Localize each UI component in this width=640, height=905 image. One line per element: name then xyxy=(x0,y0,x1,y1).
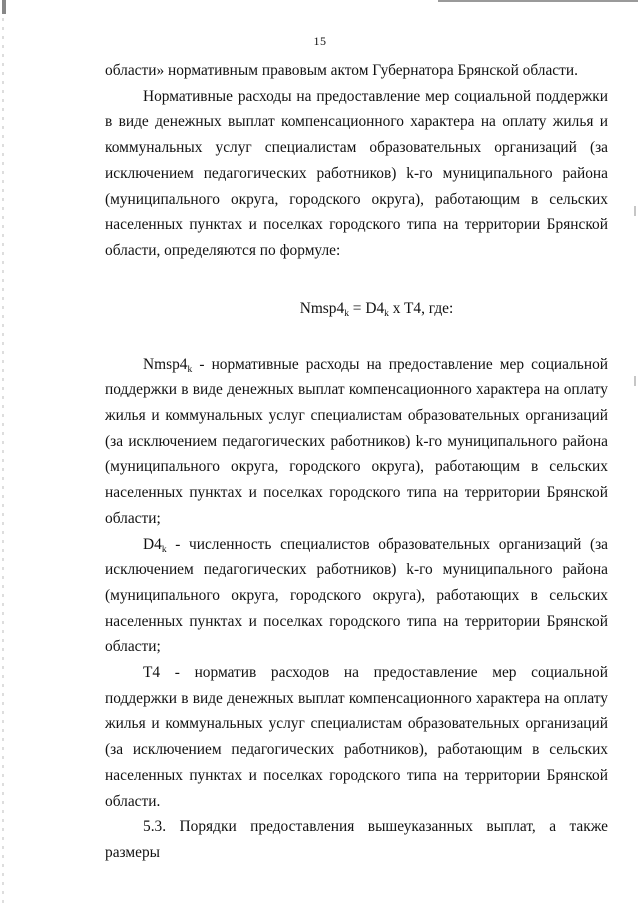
scan-edge-left xyxy=(2,0,4,905)
definition-symbol: T4 xyxy=(143,664,161,682)
definition-text: - нормативные расходы на предоставление мер социальной поддержки в виде денежных выплат компенсационного характера на оплату жилья и коммунальных услуг специалистам образовательных организаций (за исключением педагогических работников) k-го муниципального района (муниципального округа, городского округа), работающим в сельских населенных пунктах и поселках городского типа на территории Брянской области; xyxy=(105,355,608,527)
formula-rhs-term: D4 xyxy=(365,299,385,317)
definition-d4k xyxy=(105,532,608,661)
formula-lhs-subscript: k xyxy=(344,308,349,319)
paragraph-normative-expenses: Нормативные расходы на предоставление мер социальной поддержки в виде денежных выплат компенсационного характера на оплату жилья и коммунальных услуг специалистам образовательных организаций (за исключением педагогических работников) k-го муниципального района (муниципального округа, городского округа), работающим в сельских населенных пунктах и поселках городского типа на территории Брянской области, определяются по формуле: xyxy=(105,87,608,259)
definition-text: - норматив расходов на предоставление мер социальной поддержки в виде денежных выплат компенсационного характера на оплату жилья и коммунальных услуг специалистам образовательных организаций (за исключением педагогических работников), работающим в сельских населенных пунктах и поселках городского типа на территории Брянской области. xyxy=(105,664,608,810)
formula-lhs: Nmsp4 xyxy=(299,299,345,317)
definition-symbol-subscript: k xyxy=(187,364,193,375)
formula-rhs-subscript: k xyxy=(384,308,389,319)
scan-mark xyxy=(634,206,636,216)
paragraph-continuation: области» нормативным правовым актом Губернатора Брянской области. xyxy=(105,62,578,79)
page-number: 15 xyxy=(313,34,327,48)
definition-symbol-subscript: k xyxy=(161,544,167,555)
scan-top-line xyxy=(438,0,638,2)
definition-nmsp4k xyxy=(105,352,608,532)
document-body xyxy=(105,58,608,866)
formula-equals: = xyxy=(348,299,366,317)
definition-symbol: Nmsp4 xyxy=(143,355,188,373)
scan-mark xyxy=(634,376,636,386)
formula-rest: x T4, где: xyxy=(388,299,454,317)
paragraph-section-5-3: 5.3. Порядки предоставления вышеуказанных выплат, а также размеры xyxy=(105,818,608,861)
definition-text: - численность специалистов образовательных организаций (за исключением педагогических работников) k-го муниципального района (муниципального округа, городского округа), работающих в сельских населенных пунктах и поселках городского типа на территории Брянской области; xyxy=(105,535,608,656)
scan-mark xyxy=(2,0,6,14)
definition-symbol: D4 xyxy=(143,535,162,553)
definition-t4 xyxy=(105,660,608,814)
formula xyxy=(105,296,608,322)
